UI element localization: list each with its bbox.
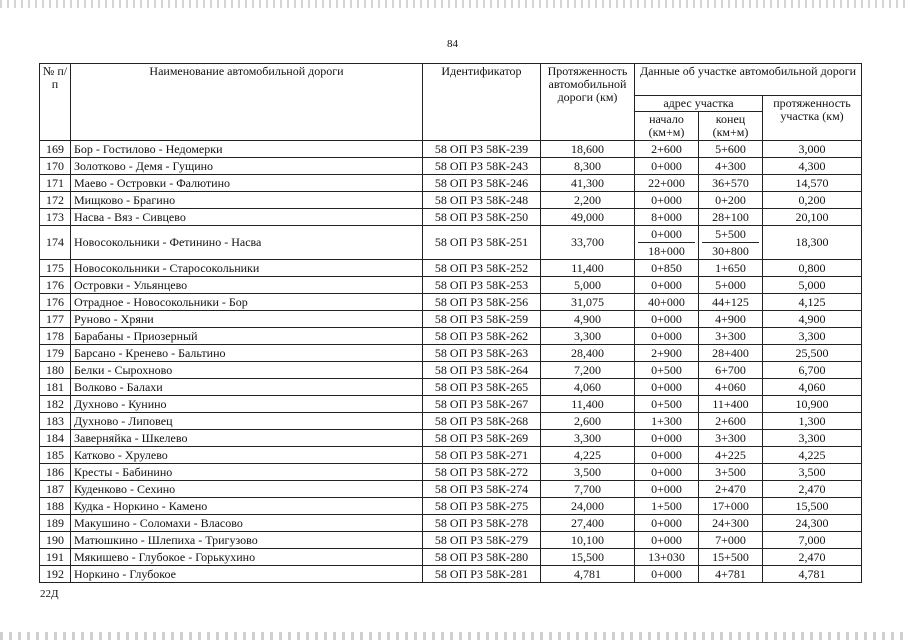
- road-name: Норкино - Глубокое: [71, 566, 423, 583]
- road-identifier: 58 ОП РЗ 58К-264: [423, 362, 541, 379]
- section-length: 3,500: [763, 464, 862, 481]
- table-row: [40, 566, 862, 583]
- section-end: 2+600: [699, 413, 763, 430]
- table-row: [40, 209, 862, 226]
- road-identifier: 58 ОП РЗ 58К-263: [423, 345, 541, 362]
- section-start: 2+600: [635, 141, 699, 158]
- row-number: 187: [40, 481, 71, 498]
- section-start: 0+000: [635, 311, 699, 328]
- row-number: 189: [40, 515, 71, 532]
- road-identifier: 58 ОП РЗ 58К-274: [423, 481, 541, 498]
- road-name: Волково - Балахи: [71, 379, 423, 396]
- section-start: 0+000: [635, 481, 699, 498]
- section-start: 0+850: [635, 260, 699, 277]
- row-number: 178: [40, 328, 71, 345]
- road-length: 18,600: [541, 141, 635, 158]
- road-identifier: 58 ОП РЗ 58К-246: [423, 175, 541, 192]
- road-identifier: 58 ОП РЗ 58К-250: [423, 209, 541, 226]
- table-row: [40, 328, 862, 345]
- road-name: Новосокольники - Фетинино - Насва: [71, 226, 423, 260]
- row-number: 190: [40, 532, 71, 549]
- page-number: 84: [447, 38, 458, 50]
- road-length: 24,000: [541, 498, 635, 515]
- table-row: [40, 379, 862, 396]
- row-number: 176: [40, 277, 71, 294]
- section-start: 1+500: [635, 498, 699, 515]
- road-name: Матюшкино - Шлепиха - Тригузово: [71, 532, 423, 549]
- road-name: Маево - Островки - Фалютино: [71, 175, 423, 192]
- section-length: 18,300: [763, 226, 862, 260]
- road-name: Руново - Хряни: [71, 311, 423, 328]
- section-length: 3,000: [763, 141, 862, 158]
- section-start: 0+000: [635, 328, 699, 345]
- table-row: [40, 226, 862, 260]
- road-identifier: 58 ОП РЗ 58К-248: [423, 192, 541, 209]
- section-length: 0,800: [763, 260, 862, 277]
- row-number: 184: [40, 430, 71, 447]
- row-number: 172: [40, 192, 71, 209]
- table-row: [40, 260, 862, 277]
- scan-edge-bottom: [0, 632, 905, 640]
- road-length: 28,400: [541, 345, 635, 362]
- road-name: Катково - Хрулево: [71, 447, 423, 464]
- table-body: [40, 141, 862, 583]
- road-length: 49,000: [541, 209, 635, 226]
- road-identifier: 58 ОП РЗ 58К-271: [423, 447, 541, 464]
- section-length: 4,781: [763, 566, 862, 583]
- section-start: 13+030: [635, 549, 699, 566]
- section-start: 0+000: [635, 158, 699, 175]
- section-end-value-2: 30+800: [702, 242, 759, 259]
- section-end-value: 5+500: [715, 227, 746, 241]
- section-start: 0+500: [635, 396, 699, 413]
- road-name: Куденково - Сехино: [71, 481, 423, 498]
- section-length: 4,900: [763, 311, 862, 328]
- row-number: 180: [40, 362, 71, 379]
- road-length: 2,200: [541, 192, 635, 209]
- road-identifier: 58 ОП РЗ 58К-259: [423, 311, 541, 328]
- section-end: 28+100: [699, 209, 763, 226]
- road-name: Отрадное - Новосокольники - Бор: [71, 294, 423, 311]
- road-length: 27,400: [541, 515, 635, 532]
- road-length: 3,500: [541, 464, 635, 481]
- road-length: 31,075: [541, 294, 635, 311]
- road-identifier: 58 ОП РЗ 58К-243: [423, 158, 541, 175]
- row-number: 179: [40, 345, 71, 362]
- section-length: 15,500: [763, 498, 862, 515]
- section-end: [699, 226, 763, 260]
- road-name: Мякишево - Глубокое - Горькухино: [71, 549, 423, 566]
- road-name: Кресты - Бабинино: [71, 464, 423, 481]
- road-name: Духново - Липовец: [71, 413, 423, 430]
- section-end: 15+500: [699, 549, 763, 566]
- section-end: 44+125: [699, 294, 763, 311]
- table-row: [40, 277, 862, 294]
- header-id: Идентификатор: [423, 64, 541, 141]
- section-start: 0+000: [635, 192, 699, 209]
- row-number: 183: [40, 413, 71, 430]
- section-end: 6+700: [699, 362, 763, 379]
- row-number: 185: [40, 447, 71, 464]
- section-end: 0+200: [699, 192, 763, 209]
- section-start: 0+000: [635, 532, 699, 549]
- section-start: 22+000: [635, 175, 699, 192]
- road-name: Мищково - Брагино: [71, 192, 423, 209]
- row-number: 182: [40, 396, 71, 413]
- table-row: [40, 192, 862, 209]
- table-row: [40, 294, 862, 311]
- footer-code: 22Д: [40, 588, 59, 600]
- road-length: 7,700: [541, 481, 635, 498]
- section-start: 0+000: [635, 277, 699, 294]
- road-length: 8,300: [541, 158, 635, 175]
- road-identifier: 58 ОП РЗ 58К-279: [423, 532, 541, 549]
- row-number: 171: [40, 175, 71, 192]
- section-start: 1+300: [635, 413, 699, 430]
- row-number: 174: [40, 226, 71, 260]
- road-length: 4,225: [541, 447, 635, 464]
- section-start: 0+000: [635, 430, 699, 447]
- section-end: 3+500: [699, 464, 763, 481]
- section-length: 14,570: [763, 175, 862, 192]
- section-end: 4+300: [699, 158, 763, 175]
- road-identifier: 58 ОП РЗ 58К-251: [423, 226, 541, 260]
- road-name: Кудка - Норкино - Камено: [71, 498, 423, 515]
- road-name: Новосокольники - Старосокольники: [71, 260, 423, 277]
- section-length: 4,300: [763, 158, 862, 175]
- road-name: Заверняйка - Шкелево: [71, 430, 423, 447]
- row-number: 191: [40, 549, 71, 566]
- road-identifier: 58 ОП РЗ 58К-281: [423, 566, 541, 583]
- road-identifier: 58 ОП РЗ 58К-253: [423, 277, 541, 294]
- header-length: Протяженность автомобильной дороги (км): [541, 64, 635, 141]
- section-length: 4,225: [763, 447, 862, 464]
- section-length: 1,300: [763, 413, 862, 430]
- section-length: 2,470: [763, 549, 862, 566]
- road-length: 5,000: [541, 277, 635, 294]
- row-number: 175: [40, 260, 71, 277]
- section-length: 6,700: [763, 362, 862, 379]
- road-identifier: 58 ОП РЗ 58К-280: [423, 549, 541, 566]
- road-length: 15,500: [541, 549, 635, 566]
- row-number: 177: [40, 311, 71, 328]
- section-length: 7,000: [763, 532, 862, 549]
- table-row: [40, 515, 862, 532]
- header-start: начало (км+м): [635, 112, 699, 141]
- section-start: 0+000: [635, 566, 699, 583]
- row-number: 170: [40, 158, 71, 175]
- section-end: 24+300: [699, 515, 763, 532]
- road-name: Бор - Гостилово - Недомерки: [71, 141, 423, 158]
- road-name: Барабаны - Приозерный: [71, 328, 423, 345]
- road-length: 2,600: [541, 413, 635, 430]
- section-length: 5,000: [763, 277, 862, 294]
- table-row: [40, 447, 862, 464]
- table-header: [40, 64, 862, 141]
- section-length: 20,100: [763, 209, 862, 226]
- section-start: [635, 226, 699, 260]
- road-identifier: 58 ОП РЗ 58К-275: [423, 498, 541, 515]
- section-length: 2,470: [763, 481, 862, 498]
- section-length: 25,500: [763, 345, 862, 362]
- header-name: Наименование автомобильной дороги: [71, 64, 423, 141]
- section-end: 28+400: [699, 345, 763, 362]
- header-section-length: протяженность участка (км): [763, 96, 862, 141]
- table-row: [40, 158, 862, 175]
- road-identifier: 58 ОП РЗ 58К-239: [423, 141, 541, 158]
- table-row: [40, 532, 862, 549]
- road-length: 11,400: [541, 396, 635, 413]
- section-start-value: 0+000: [651, 227, 682, 241]
- road-identifier: 58 ОП РЗ 58К-252: [423, 260, 541, 277]
- section-start: 0+500: [635, 362, 699, 379]
- section-length: 24,300: [763, 515, 862, 532]
- road-length: 3,300: [541, 328, 635, 345]
- road-length: 10,100: [541, 532, 635, 549]
- road-length: 33,700: [541, 226, 635, 260]
- road-name: Барсано - Кренево - Бальтино: [71, 345, 423, 362]
- row-number: 176: [40, 294, 71, 311]
- table-row: [40, 345, 862, 362]
- road-identifier: 58 ОП РЗ 58К-278: [423, 515, 541, 532]
- row-number: 181: [40, 379, 71, 396]
- scan-edge-top: [0, 0, 905, 8]
- table-row: [40, 175, 862, 192]
- header-address: адрес участка: [635, 96, 763, 112]
- row-number: 186: [40, 464, 71, 481]
- table-row: [40, 311, 862, 328]
- section-end: 4+060: [699, 379, 763, 396]
- road-length: 3,300: [541, 430, 635, 447]
- road-name: Духново - Кунино: [71, 396, 423, 413]
- table-row: [40, 549, 862, 566]
- section-end: 5+000: [699, 277, 763, 294]
- section-end: 5+600: [699, 141, 763, 158]
- table-row: [40, 396, 862, 413]
- row-number: 192: [40, 566, 71, 583]
- section-length: 3,300: [763, 430, 862, 447]
- road-name: Насва - Вяз - Сивцево: [71, 209, 423, 226]
- road-identifier: 58 ОП РЗ 58К-256: [423, 294, 541, 311]
- section-start-value-2: 18+000: [638, 242, 695, 259]
- section-start: 0+000: [635, 464, 699, 481]
- table-row: [40, 498, 862, 515]
- section-start: 0+000: [635, 515, 699, 532]
- header-num: № п/п: [40, 64, 71, 141]
- road-identifier: 58 ОП РЗ 58К-265: [423, 379, 541, 396]
- section-end: 1+650: [699, 260, 763, 277]
- header-end: конец (км+м): [699, 112, 763, 141]
- table-row: [40, 430, 862, 447]
- section-end: 17+000: [699, 498, 763, 515]
- header-section-data: Данные об участке автомобильной дороги: [635, 64, 862, 96]
- section-end: 4+781: [699, 566, 763, 583]
- row-number: 173: [40, 209, 71, 226]
- road-identifier: 58 ОП РЗ 58К-272: [423, 464, 541, 481]
- section-end: 4+900: [699, 311, 763, 328]
- road-identifier: 58 ОП РЗ 58К-269: [423, 430, 541, 447]
- row-number: 188: [40, 498, 71, 515]
- section-length: 0,200: [763, 192, 862, 209]
- road-identifier: 58 ОП РЗ 58К-262: [423, 328, 541, 345]
- table-row: [40, 481, 862, 498]
- roads-table: [39, 63, 862, 583]
- road-length: 41,300: [541, 175, 635, 192]
- road-length: 4,900: [541, 311, 635, 328]
- road-length: 4,060: [541, 379, 635, 396]
- road-name: Островки - Ульянцево: [71, 277, 423, 294]
- section-start: 0+000: [635, 379, 699, 396]
- road-name: Золотково - Демя - Гущино: [71, 158, 423, 175]
- section-end: 11+400: [699, 396, 763, 413]
- section-start: 2+900: [635, 345, 699, 362]
- section-end: 3+300: [699, 430, 763, 447]
- road-length: 4,781: [541, 566, 635, 583]
- section-length: 3,300: [763, 328, 862, 345]
- table-row: [40, 141, 862, 158]
- table-row: [40, 362, 862, 379]
- table-row: [40, 464, 862, 481]
- road-length: 11,400: [541, 260, 635, 277]
- section-start: 8+000: [635, 209, 699, 226]
- table-row: [40, 413, 862, 430]
- section-start: 0+000: [635, 447, 699, 464]
- section-end: 3+300: [699, 328, 763, 345]
- road-identifier: 58 ОП РЗ 58К-268: [423, 413, 541, 430]
- road-name: Белки - Сырохново: [71, 362, 423, 379]
- section-length: 4,125: [763, 294, 862, 311]
- road-length: 7,200: [541, 362, 635, 379]
- section-length: 4,060: [763, 379, 862, 396]
- row-number: 169: [40, 141, 71, 158]
- road-identifier: 58 ОП РЗ 58К-267: [423, 396, 541, 413]
- section-end: 2+470: [699, 481, 763, 498]
- section-end: 7+000: [699, 532, 763, 549]
- section-end: 4+225: [699, 447, 763, 464]
- road-name: Макушино - Соломахи - Власово: [71, 515, 423, 532]
- section-end: 36+570: [699, 175, 763, 192]
- section-length: 10,900: [763, 396, 862, 413]
- section-start: 40+000: [635, 294, 699, 311]
